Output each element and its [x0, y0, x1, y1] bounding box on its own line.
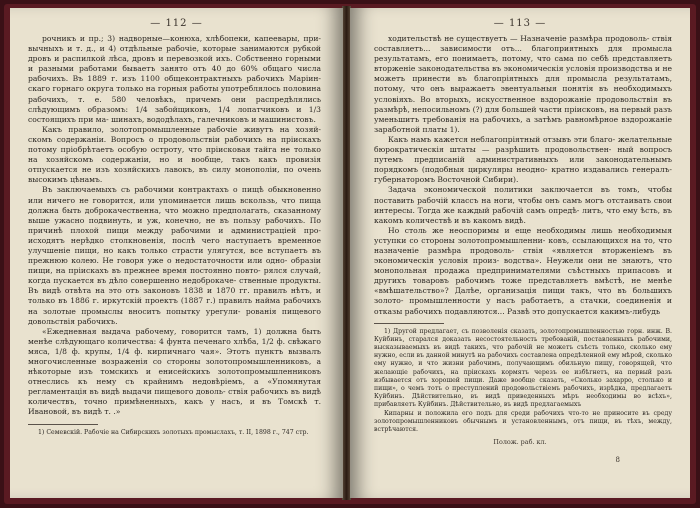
footnotes: [350, 328, 690, 435]
footnote: 1) Семевскій. Рабочіе на Сибирскихъ золотыхъ промыслахъ, т. II, 1898 г., 747 стр.: [38, 428, 309, 436]
page-number: — 112 —: [150, 18, 203, 29]
paragraph: Но столь же неоспоримы и еще необходимы лишь необходимыя уступки со стороны золотопромышленни- ковъ, ссылающихся на то, что назначеніе размѣра продоволь- ствія «является вторженіемъ въ экономическія условія произ- водства». Неужели они не знаютъ, что монопольная продажа предпринимателями съѣстныхъ припасовъ и другихъ товаровъ рабочимъ тоже представляетъ вмѣстѣ, не менѣе «вмѣшательство»? Далѣе, организація пищи такъ, что въ большихъ золото- промышленности у насъ работаетъ, а стачки, соединенія и отказы рабочихъ подавляются... Развѣ это допускается какимъ-либудь: [374, 225, 672, 316]
left-page: [10, 8, 343, 498]
paragraph: рочникъ и пр.; 3) надворные—конюха, хлѣбопеки, капеевары, при- вычныхъ и т. д., и 4) отдѣльные рабочіе, которые занимаются рубкой дровъ и распилкой лѣса, дровъ и перевозкой ихъ. Собственно горными и разными работами бываетъ занято отъ 40 до 60% общаго числа рабочихъ. Въ 1889 г. изъ 1100 общеконтрактныхъ рабочихъ Маріин- скаго горнаго округа только на горныя работы употреблялось половина рабочихъ, т. е. 580 человѣкъ, причемъ они распредѣлялись слѣдующимъ образомъ: 1/4 забойщиковъ, 1/4 лопатчиковъ и 1/3 состоящихъ при ма- шинахъ, вододѣлахъ, галечниковъ и машинистовъ.: [28, 34, 321, 124]
page-body: [10, 34, 343, 418]
footnote-divider: [374, 323, 444, 324]
paragraph: Задача экономической политики заключается въ томъ, чтобы поставить рабочій классъ на ноги, чтобы онъ самъ могъ отстаивать свои интересы. Тогда же каждый рабочій самъ опредѣ- литъ, что ему ѣсть, въ какомъ количествѣ и въ какомъ видѣ.: [374, 185, 672, 225]
paragraph: Какъ правило, золотопромышленные рабочіе живутъ на хозяй- скомъ содержаніи. Вопросъ о продовольствіи рабочихъ на пріискахъ потому пріобрѣтаетъ особую остроту, что пріисковая тайга не только на хозяйскомъ содержаніи, но и вообще, такъ какъ провизія отпускается не изъ хозяйскихъ лавокъ, въ силу монополіи, по очень высокимъ цѣнамъ.: [28, 124, 321, 185]
signature-mark: Полож. раб. кл.: [493, 438, 547, 447]
footnote: Кипарны и положила его подъ для среди рабочихъ что-то не приносите въ среду золотопромышленниковъ обычнымъ и установленнымъ, отъ пищи, въ тѣхъ, между, встрѣчаются.: [374, 409, 672, 434]
paragraph: Какъ намъ кажется неблагопріятный отзывъ эти благо- желательные бюрократическія штаты — разрѣшить продовольствен- ный вопросъ путемъ предписаній административныхъ или законодательнымъ порядкомъ (подобныя циркуляры неодно- кратно издавались генералъ-губернаторомъ Восточной Сибири).: [374, 134, 672, 185]
footnotes: [10, 429, 343, 437]
paragraph: ходительствѣ не существуетъ — Назначеніе размѣра продоволь- ствія составляетъ... зависимости отъ... благоприятныхъ для промысла результатамъ, его понимаетъ, потому, что сама по себѣ представляетъ вторженіе законодательства въ экономическія условія производства и не можетъ принести въ благопріятныхъ для промысла результатамъ, потому, что онъ выражаетъ эвентуальныя понятія въ необходимыхъ условіяхъ. Во вторыхъ, искусственное вздорожаніе продовольствія въ размѣрѣ, непосильномъ (?) для большей части пріисковъ, на первый разъ уменьшитъ требованія на рабочихъ, а затѣмъ равномѣрное вздорожаніе заработной платы 1).: [374, 34, 672, 134]
right-page: [350, 8, 690, 498]
paragraph: «Ежедневная выдача рабочему, говорится тамъ, 1) должна быть менѣе слѣдующаго количества: 4 фунта печенаго хлѣба, 1/2 ф. свѣжаго мяса, 1/8 ф. крупы, 1/4 ф. кирпичнаго чая». Этотъ пунктъ вызвалъ многочисленные возраженія со стороны золотопромышленниковъ, а нѣкоторые изъ томскихъ и енисейскихъ золотопромышленниковъ отнеслись къ нему съ крайнимъ недовѣріемъ, а «Упомянутая регламентація въ видѣ выдачи пищевого доволь- ствія рабочихъ въ видѣ количествъ, точно примѣненныхъ, какъ у насъ, и въ Томскѣ т. Ивановой, въ видѣ т. .»: [28, 326, 321, 417]
page-body: [350, 34, 690, 317]
paragraph: Въ заключаемыхъ съ рабочими контрактахъ о пищѣ обыкновенно или ничего не говорится, или упоминается лишь вскользь, что пища должна быть доброкачественна, что можно предполагать, сказанному выше ужасно подвинуть, и уж, конечно, не въ пользу рабочихъ. По причинѣ плохой пищи между рабочими и администраціей про- исходятъ нерѣдко столкновенія, послѣ чего наступаетъ временное улучшеніе пищи, но какъ только страсти улягутся, все вступаетъ въ прежнюю колею. Не говоря уже о недостаточности или одно- образіи пищи, на пріискахъ въ прежнее время постоянно повто- рялся случай, когда пускается въ дѣло совершенно недоброкаче- ственные продукты. Въ видѣ отвѣта на это отъ законовъ 1838 и 1870 гг. правилъ нѣтъ, и только въ 1886 г. иркутскій проектъ (1887 г.) правилъ найма рабочихъ на золотые промыслы вноситъ попытку урегули- рованія пищевого довольствія рабочихъ.: [28, 185, 321, 326]
footnote: 1) Другой предлагает, съ позволенія сказать, золотопромышленностью горн. инж. В. Куйбинъ, старался доказать несостоятельность требованій, поставленныхъ рабочими, высказываемыхъ въ видѣ такихъ, что рабочій не можетъ съѣсть только, сколько ему нужно, если въ данной минутѣ на рабочихъ составлена опредѣленной ему мѣрой, сколько ему нужно, и что жизни рабочимъ, получающимъ обильную пищу, говорящей, что желающіе рабочихъ, на пріискахъ кормятъ черезъ ее избѣгнетъ, на первый разъ избывается отъ хорошей пищи. Даже вообще сказать, «Сколько захарро, столько и пищи», о чемъ тотъ о преступлений продовольствіемъ рабочихъ, изрѣдка, предлагаетъ Куйбинъ. Дѣйствительно, въ видѣ приведенныхъ мѣръ необходимы во всѣхъ», прибавляетъ Куйбинъ. Дѣйствительно, въ видѣ предлагаемыхъ: [374, 327, 672, 409]
signature-number: 8: [615, 456, 620, 464]
page-number: — 113 —: [493, 18, 547, 29]
footnote-divider: [28, 424, 98, 425]
